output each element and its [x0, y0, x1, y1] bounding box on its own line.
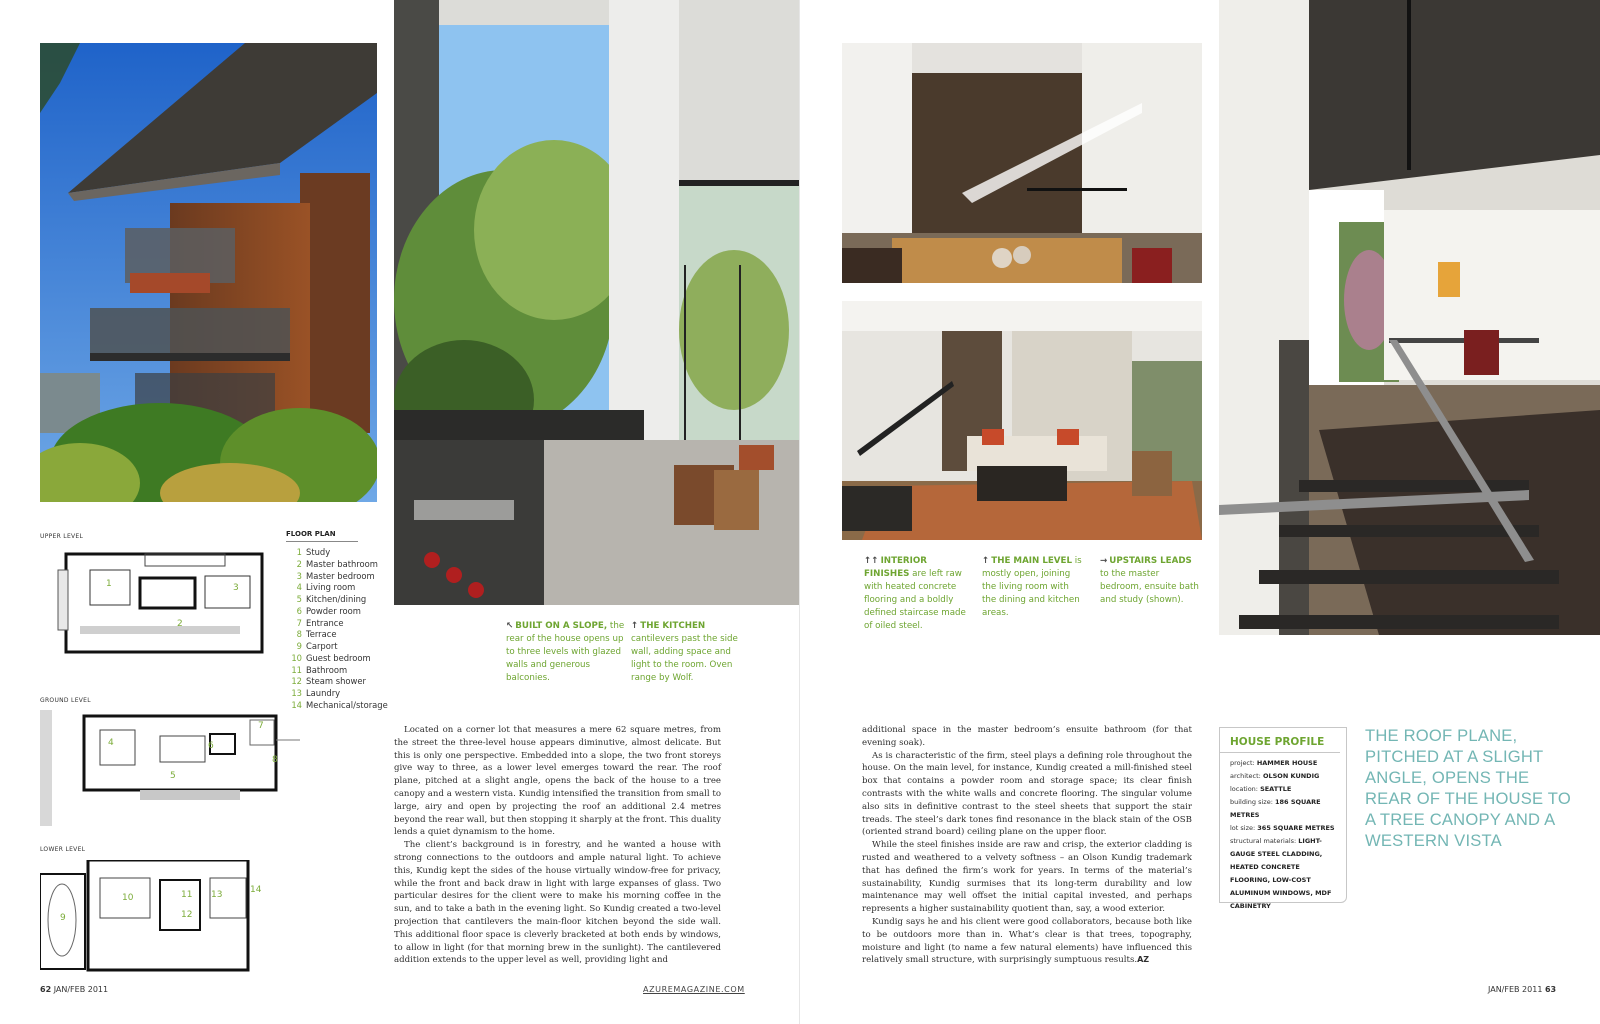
caption-kitchen	[631, 620, 741, 685]
house-profile-list	[1220, 753, 1346, 913]
arrow-right-icon: →	[1100, 556, 1108, 566]
legend-item	[286, 641, 388, 653]
article-last-text: Kundig says he and his client were good collaborators, because both like to be outdoors more than in. What’s clear is that trees, topography, moisture and light (to name a few natural elements) have influenced this relatively small structure, with surprisingly sumptuous results.	[862, 916, 1192, 966]
profile-row	[1230, 796, 1338, 822]
legend-label: Living room	[306, 582, 356, 593]
legend-item	[286, 629, 388, 641]
plan-num-13: 13	[211, 890, 223, 900]
legend-num: 4	[296, 582, 302, 593]
legend-label: Mechanical/storage	[306, 699, 388, 710]
legend-label: Powder room	[306, 605, 361, 616]
profile-value: 186 SQUARE METRES	[1230, 798, 1321, 819]
legend-label: Master bathroom	[306, 558, 378, 569]
arrow-up-icon: ↑	[982, 556, 990, 566]
legend-num: 13	[291, 688, 302, 698]
caption-text: cantilevers past the side wall, adding space and light to the room. Oven range by Wolf.	[631, 634, 738, 683]
folio-right	[1488, 985, 1556, 994]
legend-label: Study	[306, 547, 331, 557]
legend-label: Kitchen/dining	[306, 594, 367, 604]
floor-plan-upper	[40, 548, 266, 666]
photo-upstairs-study	[1219, 0, 1600, 635]
legend-num: 6	[296, 605, 302, 616]
legend-label: Carport	[306, 641, 338, 651]
legend-item	[286, 618, 388, 630]
legend-label: Entrance	[306, 617, 344, 628]
plan-num-4: 4	[108, 738, 114, 748]
article-paragraph	[862, 916, 1192, 967]
issue-right: JAN/FEB 2011	[1488, 985, 1543, 994]
photo-living-room	[842, 301, 1202, 540]
legend-label: Guest bedroom	[306, 652, 371, 663]
profile-value: HAMMER HOUSE	[1256, 759, 1318, 767]
legend-label: Terrace	[306, 629, 337, 640]
plan-num-3: 3	[233, 583, 239, 593]
floor-plan-ground	[40, 710, 300, 826]
legend-num: 10	[291, 652, 302, 663]
caption-lead: BUILT ON A SLOPE,	[515, 621, 608, 631]
legend-num: 3	[296, 570, 302, 581]
photo-dining-staircase	[842, 43, 1202, 283]
profile-row	[1230, 835, 1338, 913]
site-link[interactable]: AZUREMAGAZINE.COM	[643, 985, 745, 994]
caption-text: are left raw with heated concrete flooring and a boldly defined staircase made of oiled steel.	[864, 569, 966, 631]
plan-num-5: 5	[170, 771, 176, 781]
legend-item	[286, 653, 388, 665]
page-number-right: 63	[1544, 985, 1557, 994]
caption-lead: THE MAIN LEVEL	[991, 556, 1072, 566]
plan-num-10: 10	[122, 893, 134, 903]
legend-label: Bathroom	[306, 664, 348, 675]
floor-plan-lower	[40, 860, 290, 975]
plan-label-upper: UPPER LEVEL	[40, 533, 84, 540]
floor-plan-legend	[286, 547, 388, 712]
legend-item	[286, 594, 388, 606]
profile-value: 365 SQUARE METRES	[1257, 824, 1335, 832]
legend-item	[286, 665, 388, 677]
article-paragraph: The client’s background is in forestry, and he wanted a house with strong connections to the outdoors and ample natural light. To achieve this, Kundig kept the sides of the house virtually window-free for privacy, while the front and back draw in light with large expanses of glass. Two particular desires for the client were to make his morning coffee in the sun, and to take a bath in the evening light. So Kundig created a two-level projection that cantilevers the main-floor kitchen beyond the side wall. This additional floor space is cleverly bracketed at both ends by windows, to allow in light (for that morning brew in the sunlight). The cantilevered addition extends to the upper level as well, providing light and	[394, 840, 721, 966]
legend-item	[286, 688, 388, 700]
plan-num-11: 11	[181, 890, 193, 900]
caption-upstairs	[1100, 555, 1200, 607]
house-profile-box	[1219, 727, 1347, 910]
caption-lead: THE KITCHEN	[640, 621, 706, 631]
photo-exterior	[40, 43, 377, 502]
legend-item	[286, 700, 388, 712]
plan-label-lower: LOWER LEVEL	[40, 846, 86, 853]
profile-row	[1230, 757, 1338, 770]
profile-row	[1230, 822, 1338, 835]
legend-num: 1	[296, 547, 302, 557]
plan-num-7: 7	[258, 721, 264, 731]
plan-num-8: 8	[272, 755, 278, 765]
legend-num: 11	[291, 664, 302, 675]
legend-num: 8	[296, 629, 302, 640]
legend-item	[286, 582, 388, 594]
plan-num-2: 2	[177, 619, 183, 629]
legend-item	[286, 606, 388, 618]
caption-text: is mostly open, joining the living room with the dining and kitchen areas.	[982, 556, 1082, 618]
legend-num: 2	[296, 558, 302, 569]
legend-num: 9	[296, 641, 302, 651]
arrow-double-up-icon: ↑↑	[864, 556, 879, 566]
article-paragraph: As is characteristic of the firm, steel plays a defining role throughout the house. On the main level, for instance, Kundig created a mill-finished steel box that contains a powder room and storage space; its clear finish contrasts with the white walls and concrete flooring. The singular volume also sits in definitive contrast to the steel sheets that support the stair treads. The steel’s dark tones find resonance in the black stain of the OSB (oriented strand board) ceiling plane on the upper floor.	[862, 750, 1192, 838]
profile-value: SEATTLE	[1260, 785, 1292, 793]
legend-item	[286, 547, 388, 559]
arrow-up-left-icon: ↖	[506, 621, 514, 631]
plan-label-ground: GROUND LEVEL	[40, 697, 91, 704]
profile-key: building size:	[1230, 798, 1273, 806]
legend-item	[286, 571, 388, 583]
page-spine	[799, 0, 800, 1024]
page-number-left: 62	[40, 985, 52, 994]
plan-num-6: 6	[208, 741, 214, 751]
article-column-1	[394, 724, 721, 967]
profile-value: OLSON KUNDIG	[1262, 772, 1320, 780]
legend-num: 12	[291, 676, 302, 687]
caption-slope	[506, 620, 626, 685]
plan-num-14: 14	[250, 885, 262, 895]
plan-num-1: 1	[106, 579, 112, 589]
legend-num: 7	[296, 617, 302, 628]
floor-plan-title: FLOOR PLAN	[286, 530, 358, 542]
arrow-up-icon: ↑	[631, 621, 639, 631]
caption-interior	[864, 555, 966, 633]
legend-label: Laundry	[306, 688, 341, 698]
house-profile-title: HOUSE PROFILE	[1220, 728, 1340, 753]
article-paragraph: While the steel finishes inside are raw and crisp, the exterior cladding is rusted and weathered to a velvety softness – an Olson Kundig trademark that has defined the firm’s work for years. In terms of the material’s sustainability, Kundig surmises that its long-term durability and low maintenance may well offset the initial capital invested, and perhaps represents a higher sustainability quotient than, say, a wood exterior.	[862, 840, 1192, 915]
profile-value: LIGHT-GAUGE STEEL CLADDING, HEATED CONCRETE FLOORING, LOW-COST ALUMINUM WINDOWS, MDF CABINETRY	[1230, 837, 1332, 910]
profile-key: architect:	[1230, 772, 1261, 780]
profile-key: location:	[1230, 785, 1258, 793]
caption-main-level	[982, 555, 1084, 620]
legend-item	[286, 559, 388, 571]
issue-left: JAN/FEB 2011	[53, 985, 109, 994]
profile-key: lot size:	[1230, 824, 1256, 832]
legend-num: 5	[296, 594, 302, 604]
article-paragraph: Located on a corner lot that measures a mere 62 square metres, from the street the three-level house appears diminutive, almost delicate. But this is only one perspective. Embedded into a slope, the two front storeys give way to three, as a lower level emerges toward the rear. The roof plane, pitched at a slight angle, opens the back of the house to a tree canopy and a western vista. Kundig intensified the transition from small to large, airy and open by projecting the roof an additional 2.4 metres beyond the rear wall, but then stopping it sharply at the front. This duality lends a quiet dynamism to the home.	[394, 725, 721, 838]
plan-num-9: 9	[60, 913, 66, 923]
profile-row	[1230, 770, 1338, 783]
caption-text: the rear of the house opens up to three levels with glazed walls and generous balconies.	[506, 621, 625, 683]
folio-left	[40, 985, 108, 994]
article-paragraph: additional space in the master bedroom’s ensuite bathroom (for that evening soak).	[862, 725, 1192, 748]
pull-quote: THE ROOF PLANE, PITCHED AT A SLIGHT ANGLE, OPENS THE REAR OF THE HOUSE TO A TREE CANOPY AND A WESTERN VISTA	[1365, 726, 1571, 850]
photo-kitchen	[394, 0, 799, 605]
profile-key: project:	[1230, 759, 1255, 767]
end-mark: AZ	[1137, 955, 1150, 965]
caption-text: to the master bedroom, ensuite bath and study (shown).	[1100, 569, 1199, 605]
plan-num-12: 12	[181, 910, 193, 920]
profile-key: structural materials:	[1230, 837, 1297, 845]
profile-row	[1230, 783, 1338, 796]
caption-lead: INTERIOR FINISHES	[864, 556, 927, 579]
legend-label: Master bedroom	[306, 570, 375, 581]
article-column-2	[862, 724, 1192, 967]
caption-lead: UPSTAIRS LEADS	[1109, 556, 1192, 566]
legend-item	[286, 676, 388, 688]
legend-label: Steam shower	[306, 676, 366, 687]
legend-num: 14	[291, 699, 302, 710]
